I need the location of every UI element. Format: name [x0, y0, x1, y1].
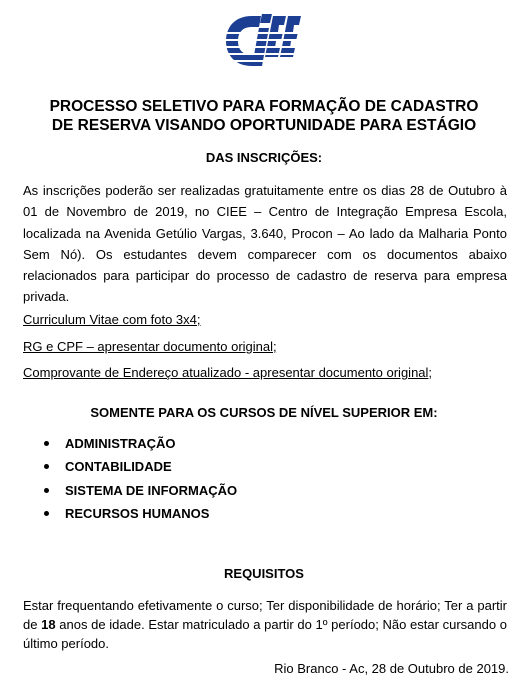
title-line-2: DE RESERVA VISANDO OPORTUNIDADE PARA ESTÁGIO [51, 117, 477, 134]
requisitos-age: 18 [41, 617, 56, 633]
list-item [44, 483, 237, 506]
inscricoes-paragraph: As inscrições poderão ser realizadas gratuitamente entre os dias 28 de Outubro à 01 de Novembro de 2019, no CIEE – Centro de Integração Empresa Escola, localizada na Avenida Getúlio Vargas, 3.640, Procon – Ao lado da Malharia Ponto Sem Nó). Os estudantes devem comparecer com os documentos abaixo relacionados para participar do processo de cadastro de reserva para empresa privada. [23, 183, 507, 305]
title-line-1: PROCESSO SELETIVO PARA FORMAÇÃO DE CADASTRO [49, 98, 479, 115]
course-label: RECURSOS HUMANOS [65, 505, 210, 521]
page-title [20, 97, 508, 135]
document-item-comprovante: Comprovante de Endereço atualizado - apresentar documento original; [23, 365, 433, 380]
course-list [44, 436, 237, 529]
list-item [44, 436, 237, 459]
cursos-heading: SOMENTE PARA OS CURSOS DE NÍVEL SUPERIOR EM: [90, 405, 438, 420]
course-label: SISTEMA DE INFORMAÇÃO [65, 482, 238, 498]
date-line: Rio Branco - Ac, 28 de Outubro de 2019. [274, 661, 509, 676]
requisitos-heading: REQUISITOS [224, 566, 304, 581]
requisitos-text-after: anos de idade. Estar matriculado a partir do 1º período; Não estar cursando o último período. [23, 617, 508, 652]
ciee-logo [222, 10, 304, 72]
course-label: ADMINISTRAÇÃO [65, 436, 176, 451]
requisitos-paragraph [23, 596, 507, 654]
list-item [44, 506, 237, 529]
document-item-rg-cpf: RG e CPF – apresentar documento original; [23, 339, 277, 354]
ciee-logo-icon [222, 10, 304, 72]
bullet-icon [44, 441, 49, 446]
course-label: CONTABILIDADE [65, 459, 172, 475]
bullet-icon [44, 488, 49, 493]
list-item [44, 459, 237, 482]
inscricoes-heading: DAS INSCRIÇÕES: [205, 150, 323, 165]
document-item-curriculum: Curriculum Vitae com foto 3x4; [23, 312, 201, 327]
requisitos-text-before: Estar frequentando efetivamente o curso; Ter disponibilidade de horário; Ter a partir de [23, 598, 507, 633]
bullet-icon [44, 511, 49, 516]
bullet-icon [44, 464, 49, 469]
